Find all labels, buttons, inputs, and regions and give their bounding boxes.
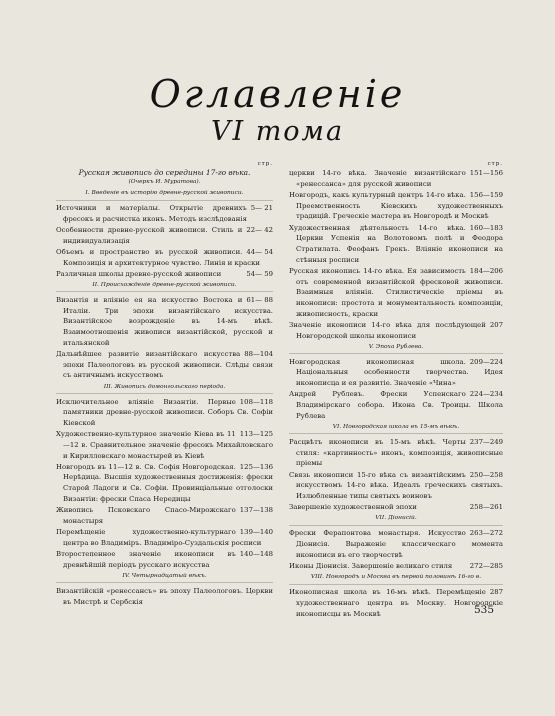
toc-entry [289,587,503,619]
toc-entry-page: 140—148 [239,549,273,558]
toc-entry [56,462,273,505]
toc-entry [56,586,273,607]
page-number: 535 [474,604,495,616]
toc-entry-page: 88—104 [244,349,273,358]
toc-entry-page: 44— 54 [246,247,273,256]
toc-entry-text: Византія и вліяніе ея на искусство Востока и Италіи. Три эпохи византійскаго искусства. Византійское возрожденіе въ 14-мъ вѣкѣ. Взаимоотношенія живописи византійской, русской и итальянской [56,295,273,347]
toc-entry-text: Фрески Ферапонтова монастыря. Искусство Діонисія. Выраженіе классическаго момента иконописи въ его творчествѣ [289,529,503,559]
toc-section-heading: VIII. Новгородъ и Москва въ первой половинѣ 16-го в. [289,573,503,585]
toc-entry [56,505,273,526]
toc-entry-text: Византійскій «ренессансъ» въ эпоху Палеологовъ. Церкви въ Мистрѣ и Сербскія [56,586,273,606]
toc-entry-text: Художественная дѣятельность 14-го вѣка. Церкви Успенія на Волотовомъ полѣ и Феодора Стратилата. Феофанъ Грекъ. Вліяніе иконописи на стѣнныя росписи [289,223,503,264]
toc-entry-page: 160—183 [469,223,503,232]
toc-entry [289,437,503,469]
toc-entry-text: Новгородская иконописная школа. Національныя особенности творчества. Идея иконописца и ея развитіе. Значеніе «Чина» [289,357,503,388]
toc-entry [56,225,273,246]
toc-entry [56,247,273,268]
toc-entry [289,389,503,421]
toc-entry [289,223,503,266]
toc-entry [56,549,273,570]
toc-entry-page: 113—125 [239,430,273,439]
toc-entry-text: Иконописная школа въ 16-мъ вѣкѣ. Перемѣщеніе художественнаго центра въ Москву. Новгородскіе иконописцы въ Москвѣ [289,588,503,618]
toc-section-heading: V. Эпоха Рублева. [289,343,503,355]
toc-entry [289,190,503,222]
toc-entry [289,561,503,572]
toc-entry-text: Объемъ и пространство въ русской живописи. Композиція и архитектурное чувство. Линія и краски [56,247,260,267]
toc-entry [56,397,273,429]
toc-entry-page: 272—285 [469,562,503,570]
toc-entry-page: 22— 42 [246,225,273,234]
toc-entry-text: Новгородъ, какъ культурный центръ 14-го вѣка. Преемственность Кіевскихъ художественныхъ традицій. Греческіе мастера въ Новгородѣ и Москвѣ [289,190,503,221]
toc-entry-page: 151—156 [469,169,503,177]
toc-entry-text: Иконы Діонисія. Завершеніе великаго стиля [289,562,453,570]
toc-left-list [56,168,273,607]
page-subtitle: VI тома [210,116,345,147]
toc-entry-text: Второстепенное значеніе иконописи въ древнѣйшій періодъ русскаго искусства [56,549,236,569]
toc-entry-text: Художественно-культурное значеніе Кіева въ 11—12 в. Сравнительное значеніе фресокъ Михайловскаго и Кирилловскаго монастырей въ Кіевѣ [56,430,273,460]
toc-entry-text: Живопись Псковскаго Спасо-Мирожскаго монастыря [56,506,236,525]
toc-entry-text: Различныя школы древне-русской живописи [56,269,222,278]
toc-entry-page: 287 [489,588,503,597]
toc-entry [56,203,273,224]
toc-entry-text: Исключительное вліяніе Византіи. Первые памятники древне-русской живописи. Соборъ Св. Софіи Кіевской [56,397,273,427]
toc-entry-page: 184—206 [469,266,503,275]
toc-entry-text: Новгородъ въ 11—12 в. Св. Софія Новгородская. Нерѣдица. Высшія художественныя достиженія: фрески Старой Ладоги и Св. Софіи. Провинціальные отголоски Византіи: фрески Спаса Нередицы [56,462,273,503]
toc-entry-text: Связь иконописи 15-го вѣка съ византійскимъ искусствомъ 14-го вѣка. Идеалъ греческихъ святыхъ. Излюбленные типы святыхъ воиновъ [289,470,503,500]
toc-intro-author: (Очеркъ И. Муратова). [128,179,201,185]
toc-entry-page: 54— 59 [246,269,273,278]
toc-entry-page: 61— 88 [246,295,273,304]
toc-right-list [289,168,503,619]
toc-section-heading: II. Происхожденіе древне-русской живописи. [56,281,273,293]
toc-entry [289,502,503,513]
toc-entry-text: Источники и матеріалы. Открытіе древнихъ фресокъ и расчистка иконъ. Методъ изслѣдованія [56,204,247,223]
toc-section-heading: VI. Новгородская школа въ 15-мъ вѣкѣ. [289,423,503,435]
toc-entry [289,266,503,320]
toc-entry [289,357,503,389]
toc-entry [289,528,503,560]
toc-entry [56,349,273,381]
toc-entry-page: 156—159 [469,190,503,199]
toc-entry-page: 224—234 [469,390,503,399]
toc-right-column [289,160,503,620]
toc-entry [56,527,273,548]
toc-entry [56,295,273,349]
toc-intro-heading: Русская живопись до середины 17-го вѣка. [78,168,251,177]
toc-entry [56,429,273,461]
toc-entry-page: 250—258 [469,470,503,479]
toc-entry-text: Перемѣщеніе художественно-культурнаго центра во Владиміръ. Владиміро-Суздальскія росписи [56,527,262,547]
toc-entry [289,320,503,341]
toc-entry-page: 207 [489,320,503,329]
page-column-header-left: стр. [257,161,273,167]
page-column-header-right: стр. [487,161,503,167]
toc-section-heading: IV. Четырнадцатый вѣкъ. [56,572,273,584]
toc-entry-page: 108—118 [239,397,273,406]
toc-entry-page: 139—140 [239,527,273,536]
toc-entry-text: Андрей Рублевъ. Фрески Успенскаго Владимірскаго собора. Икона Св. Троицы. Школа Рублева [289,390,503,420]
toc-entry [289,168,503,189]
toc-entry-text: Русская иконопись 14-го вѣка. Ея зависимость отъ современной византійской фресковой живописи. Взаимныя вліянія. Стилистическіе пріемы въ иконописи: простота и монументальность композиціи, живописность, краски [289,266,503,318]
toc-section-heading: VII. Діонисій. [289,514,503,526]
toc-entry-page: 263—272 [469,529,503,538]
toc-entry-text: Завершеніе художественной эпохи [289,503,417,512]
toc-section-heading: I. Введеніе въ исторію древне-русской живописи. [56,189,273,201]
toc-section-heading: III. Живопись домонгольскаго періода. [56,383,273,395]
toc-entry [289,470,503,502]
page-title: Оглавленіе [149,72,406,116]
toc-entry-page: 125—136 [239,462,273,471]
toc-entry-page: 209—224 [469,357,503,366]
toc-left-column [56,160,273,608]
toc-entry-page: 137—138 [239,506,273,515]
toc-entry-text: церкви 14-го вѣка. Значеніе византійскаго «ренессанса» для русской живописи [289,169,466,188]
toc-entry-text: Дальнѣйшее развитіе византійскаго искусства эпохи Палеологовъ въ русской живописи. Слѣды связи съ античнымъ искусствомъ [56,349,273,380]
toc-entry-page: 237—249 [469,437,503,446]
toc-entry [56,269,273,280]
toc-entry-text: Расцвѣтъ иконописи въ 15-мъ вѣкѣ. Черты стиля: «картинность» иконъ, композиція, живописные пріемы [289,437,503,468]
toc-entry-page: 5— 21 [250,204,273,212]
toc-entry-text: Особенности древне-русской живописи. Стиль и индивидуализація [56,225,243,245]
toc-entry-text: Значеніе иконописи 14-го вѣка для послѣдующей Новгородской школы иконописи [289,320,486,340]
toc-entry-page: 258—261 [469,503,503,512]
